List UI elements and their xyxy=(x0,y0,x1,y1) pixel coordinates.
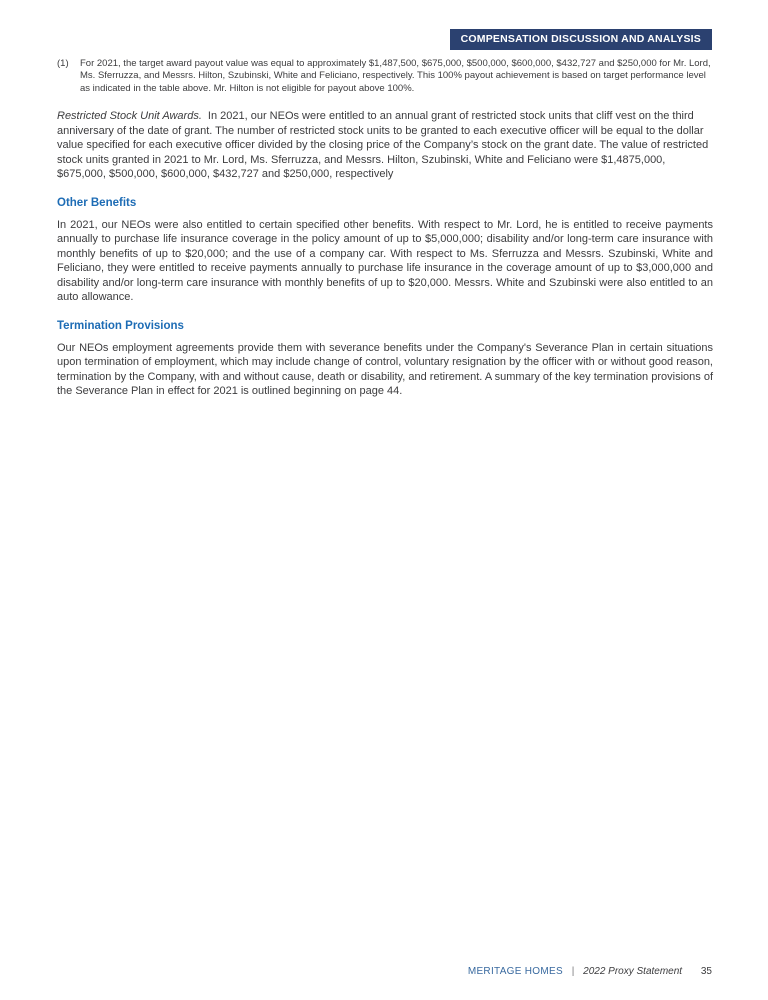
footer-page-number: 35 xyxy=(700,966,712,977)
termination-provisions-paragraph: Our NEOs employment agreements provide them with severance benefits under the Company's Severance Plan in certain situations upon termination of employment, which may include change of control, voluntary resignation by the officer with or without good reason, termination by the Company, with and without cause, death or disability, and retirement. A summary of the key termination provisions of the Severance Plan in effect for 2021 is outlined beginning on page 44. xyxy=(57,341,713,398)
page-content xyxy=(57,58,713,399)
rsu-awards-paragraph xyxy=(57,109,713,182)
footer-separator: | xyxy=(571,966,575,977)
page-footer xyxy=(468,965,712,978)
footnote xyxy=(57,58,713,95)
footnote-text: For 2021, the target award payout value was equal to approximately $1,487,500, $675,000, $500,000, $600,000, $432,727 and $250,000 for Mr. Lord, Ms. Sferruzza, and Messrs. Hilton, Szubinski, White and Feliciano, respectively. This 100% payout achievement is based on target performance level as indicated in the table above. Mr. Hilton is not eligible for payout above 100%. xyxy=(80,58,711,94)
other-benefits-paragraph: In 2021, our NEOs were also entitled to certain specified other benefits. With respect to Mr. Lord, he is entitled to receive payments annually to purchase life insurance coverage in the policy amount of up to $5,000,000; disability and/or long-term care insurance with monthly benefits of up to $20,000; and the use of a company car. With respect to Ms. Sferruzza and Messrs. Szubinski, White and Feliciano, they were entitled to receive payments annually to purchase life insurance in the coverage amount of up to $3,000,000 and disability and/or long-term care insurance with monthly benefits of up to $20,000. Messrs. White and Szubinski were also entitled to an auto allowance. xyxy=(57,218,713,304)
footer-document-title: 2022 Proxy Statement xyxy=(583,966,683,977)
heading-other-benefits: Other Benefits xyxy=(57,196,137,209)
footer-brand: MERITAGE HOMES xyxy=(467,966,563,977)
rsu-awards-lead: Restricted Stock Unit Awards. xyxy=(57,110,202,123)
footnote-marker: (1) xyxy=(57,58,69,69)
section-header-badge: COMPENSATION DISCUSSION AND ANALYSIS xyxy=(450,29,712,50)
rsu-awards-text: In 2021, our NEOs were entitled to an annual grant of restricted stock units that cliff vest on the third anniversary of the date of grant. The number of restricted stock units to be granted to each executive officer will be equal to the dollar value specified for each executive officer divided by the closing price of the Company’s stock on the grant date. The value of restricted stock units granted in 2021 to Mr. Lord, Ms. Sferruzza, and Messrs. Hilton, Szubinski, White and Feliciano were $1,4875,000, $675,000, $500,000, $600,000, $432,727 and $250,000, respectively xyxy=(57,110,709,181)
heading-termination-provisions: Termination Provisions xyxy=(57,319,184,332)
